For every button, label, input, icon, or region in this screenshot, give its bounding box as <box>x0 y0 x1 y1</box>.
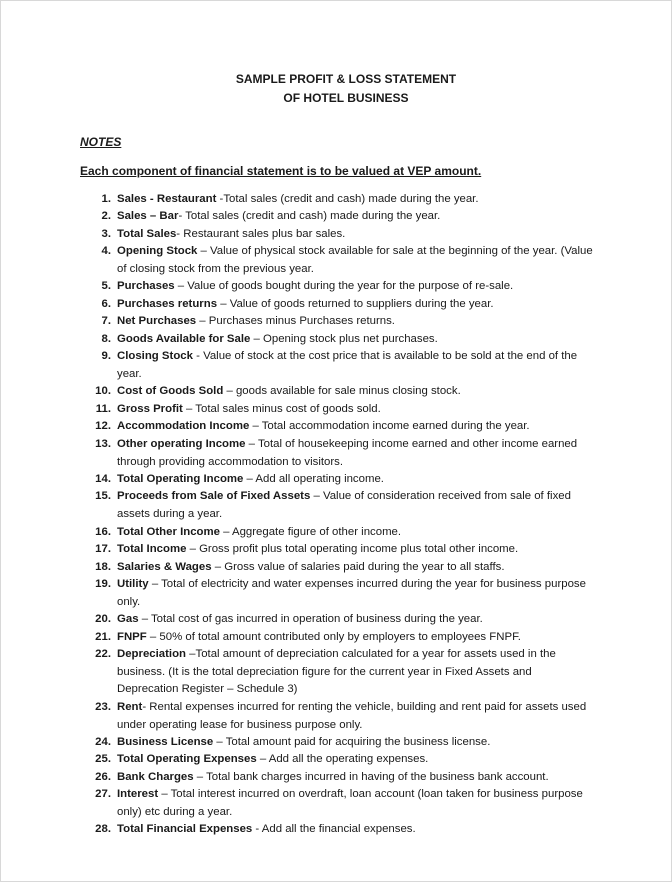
item-number: 25. <box>95 753 111 765</box>
item-term: Total Sales <box>117 228 177 240</box>
item-term: Total Other Income <box>117 526 220 538</box>
item-number: 7. <box>101 315 111 327</box>
notes-heading: NOTES <box>80 135 122 149</box>
item-term: Bank Charges <box>117 771 194 783</box>
item-number: 21. <box>95 631 111 643</box>
item-number: 23. <box>95 701 111 713</box>
item-term: Sales – Bar <box>117 210 179 222</box>
item-description: – Value of goods returned to suppliers during the year. <box>217 298 494 310</box>
item-number: 9. <box>101 350 111 362</box>
item-description: – Total of electricity and water expenses incurred during the year for business purpose only. <box>117 578 586 608</box>
item-term: Depreciation <box>117 648 186 660</box>
item-number: 18. <box>95 561 111 573</box>
item-number: 5. <box>101 280 111 292</box>
item-term: Accommodation Income <box>117 420 250 432</box>
item-description: – Add all operating income. <box>243 473 384 485</box>
item-number: 3. <box>101 228 111 240</box>
item-description: - Rental expenses incurred for renting the vehicle, building and rent paid for assets used under operating lease for business purpose only. <box>117 701 587 731</box>
intro-statement: Each component of financial statement is to be valued at VEP amount. <box>80 164 482 178</box>
item-description: – Total sales minus cost of goods sold. <box>182 403 381 415</box>
item-description: – Value of consideration received from sale of fixed assets during a year. <box>117 490 571 520</box>
item-description: – Value of goods bought during the year for the purpose of re-sale. <box>174 280 514 292</box>
item-term: Business License <box>117 736 214 748</box>
item-description: – Purchases minus Purchases returns. <box>196 315 395 327</box>
item-term: Total Financial Expenses <box>117 823 253 835</box>
item-number: 16. <box>95 526 111 538</box>
item-term: Cost of Goods Sold <box>117 385 224 397</box>
item-description: - Total sales (credit and cash) made during the year. <box>178 210 441 222</box>
item-term: Sales - Restaurant <box>117 193 217 205</box>
item-term: Opening Stock <box>117 245 198 257</box>
item-description: – Aggregate figure of other income. <box>219 526 402 538</box>
item-number: 24. <box>95 736 111 748</box>
item-number: 15. <box>95 490 111 502</box>
item-term: Rent <box>117 701 143 713</box>
item-description: - Value of stock at the cost price that is available to be sold at the end of the year. <box>117 350 578 380</box>
item-description: – Total cost of gas incurred in operation of business during the year. <box>138 613 483 625</box>
item-description: – Opening stock plus net purchases. <box>250 333 438 345</box>
item-description: – Total of housekeeping income earned and other income earned through providing accommodation to visitors. <box>117 438 578 468</box>
item-term: Interest <box>117 788 159 800</box>
item-number: 28. <box>95 823 111 835</box>
item-description: – Add all the operating expenses. <box>256 753 429 765</box>
item-term: Total Operating Income <box>117 473 244 485</box>
item-term: Purchases <box>117 280 175 292</box>
item-number: 17. <box>95 543 111 555</box>
item-term: Closing Stock <box>117 350 193 362</box>
item-term: FNPF <box>117 631 147 643</box>
item-term: Gas <box>117 613 139 625</box>
item-number: 8. <box>101 333 111 345</box>
item-number: 6. <box>101 298 111 310</box>
item-number: 27. <box>95 788 111 800</box>
item-number: 1. <box>101 193 111 205</box>
item-number: 4. <box>101 245 111 257</box>
item-number: 26. <box>95 771 111 783</box>
item-description: – goods available for sale minus closing stock. <box>223 385 461 397</box>
item-term: Purchases returns <box>117 298 218 310</box>
item-description: -Total sales (credit and cash) made during the year. <box>216 193 479 205</box>
item-term: Total Income <box>117 543 187 555</box>
item-description: – Total interest incurred on overdraft, loan account (loan taken for business purpose only) etc during a year. <box>117 788 583 818</box>
document-title-line-2: OF HOTEL BUSINESS <box>283 91 409 105</box>
item-description: – 50% of total amount contributed only by employers to employees FNPF. <box>146 631 521 643</box>
item-term: Utility <box>117 578 149 590</box>
item-description: – Total accommodation income earned during the year. <box>249 420 530 432</box>
item-number: 11. <box>95 403 111 415</box>
item-number: 19. <box>95 578 111 590</box>
item-term: Gross Profit <box>117 403 183 415</box>
item-description: – Total amount paid for acquiring the business license. <box>213 736 491 748</box>
item-term: Net Purchases <box>117 315 197 327</box>
item-term: Proceeds from Sale of Fixed Assets <box>117 490 311 502</box>
item-description: – Gross profit plus total operating income plus total other income. <box>186 543 519 555</box>
item-number: 22. <box>95 648 111 660</box>
item-number: 20. <box>95 613 111 625</box>
item-number: 14. <box>95 473 111 485</box>
item-number: 10. <box>95 385 111 397</box>
item-number: 13. <box>95 438 111 450</box>
item-description: – Gross value of salaries paid during the year to all staffs. <box>211 561 505 573</box>
item-number: 2. <box>101 210 111 222</box>
item-description: – Total bank charges incurred in having of the business bank account. <box>193 771 549 783</box>
item-description: –Total amount of depreciation calculated for a year for assets used in the business. (It is the total depreciation figure for the current year in Fixed Assets and Deprecation Register – Schedule 3) <box>117 648 556 696</box>
document-title-line-1: SAMPLE PROFIT & LOSS STATEMENT <box>235 72 457 86</box>
item-description: - Add all the financial expenses. <box>252 823 416 835</box>
item-term: Total Operating Expenses <box>117 753 257 765</box>
item-description: - Restaurant sales plus bar sales. <box>176 228 346 240</box>
item-term: Goods Available for Sale <box>117 333 251 345</box>
item-term: Salaries & Wages <box>117 561 212 573</box>
item-number: 12. <box>95 420 111 432</box>
item-term: Other operating Income <box>117 438 246 450</box>
item-description: – Value of physical stock available for sale at the beginning of the year. (Value of closing stock from the previous year. <box>117 245 593 275</box>
document-page <box>1 1 672 883</box>
